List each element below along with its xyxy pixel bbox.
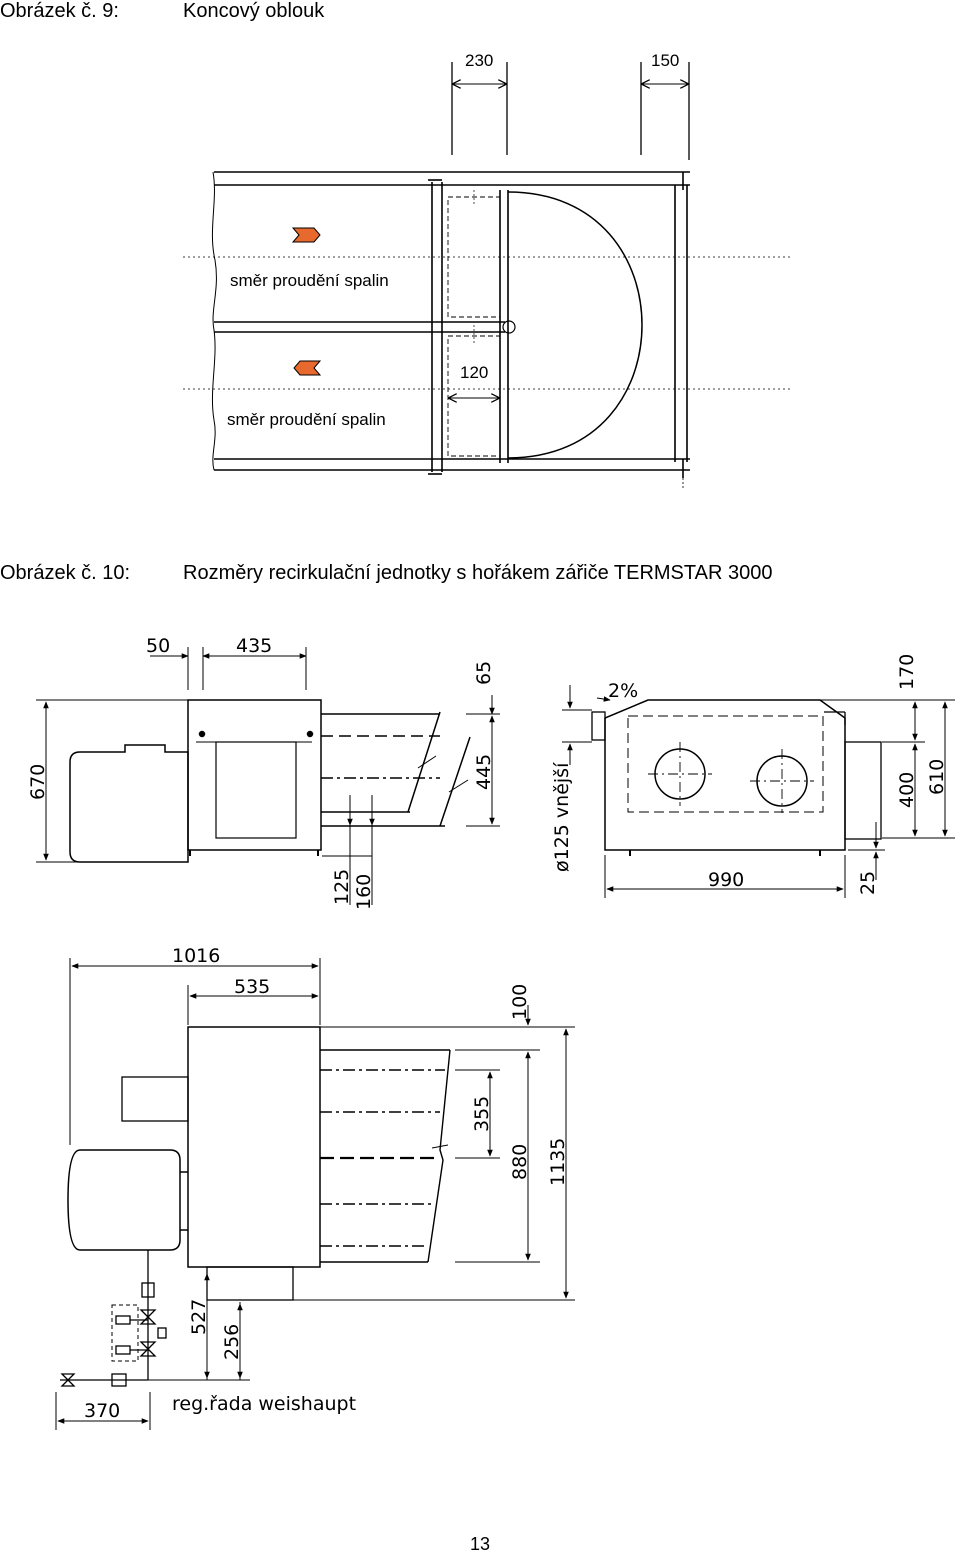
dim-160: 160 [353,873,375,910]
dim-435: 435 [236,635,273,657]
slope-label: 2% [608,680,639,702]
dim-170: 170 [896,653,918,690]
gas-train-label: reg.řada weishaupt [172,1393,357,1415]
pipe-diameter-label: ø125 vnější [551,762,573,872]
flow-right-arrow-icon [293,228,320,242]
flow-label-top: směr proudění spalin [230,271,389,290]
dim-256: 256 [221,1323,243,1360]
fig9-drawing [183,51,790,490]
dim-125: 125 [331,868,353,905]
dim-25: 25 [857,870,879,895]
fig10-side-view [27,635,500,910]
dim-1135: 1135 [547,1137,569,1186]
dim-100: 100 [509,983,531,1020]
housing-top [188,1027,320,1267]
fig10-front-view [551,654,955,898]
dim-65: 65 [473,660,495,685]
fig10-number: Obrázek č. 10: [0,562,131,584]
dim-355: 355 [471,1095,493,1132]
fig9-bend [508,192,642,458]
dim-400: 400 [896,771,918,808]
dim-120-label: 120 [460,363,489,382]
housing-side [188,700,321,850]
dim-370: 370 [84,1400,121,1422]
page-number: 13 [469,1534,491,1554]
dim-50: 50 [146,635,171,657]
dim-1016: 1016 [172,945,221,967]
dim-230-label: 230 [465,51,494,70]
dim-670: 670 [27,763,49,800]
dim-150-label: 150 [651,51,680,70]
dim-535: 535 [234,976,271,998]
dim-527: 527 [188,1298,210,1335]
fig9-dim-230 [452,51,507,155]
dim-880: 880 [509,1143,531,1180]
dim-990: 990 [708,869,745,891]
fig10-title: Rozměry recirkulační jednotky s hořákem zářiče TERMSTAR 3000 [183,562,773,584]
gas-train [60,1250,166,1386]
fig9-flange [428,180,508,474]
burner-top [68,1150,180,1250]
fig10-top-view [56,945,575,1430]
dim-445: 445 [473,753,495,790]
flow-left-arrow-icon [294,361,320,375]
fig9-title: Koncový oblouk [183,0,325,22]
fig9-dim-120 [449,363,499,398]
housing-front [605,700,845,850]
burner-body [70,745,188,862]
flow-label-bottom: směr proudění spalin [227,410,386,429]
fig9-number: Obrázek č. 9: [0,0,119,22]
fig9-dim-150 [641,51,689,160]
dim-610: 610 [926,758,948,795]
